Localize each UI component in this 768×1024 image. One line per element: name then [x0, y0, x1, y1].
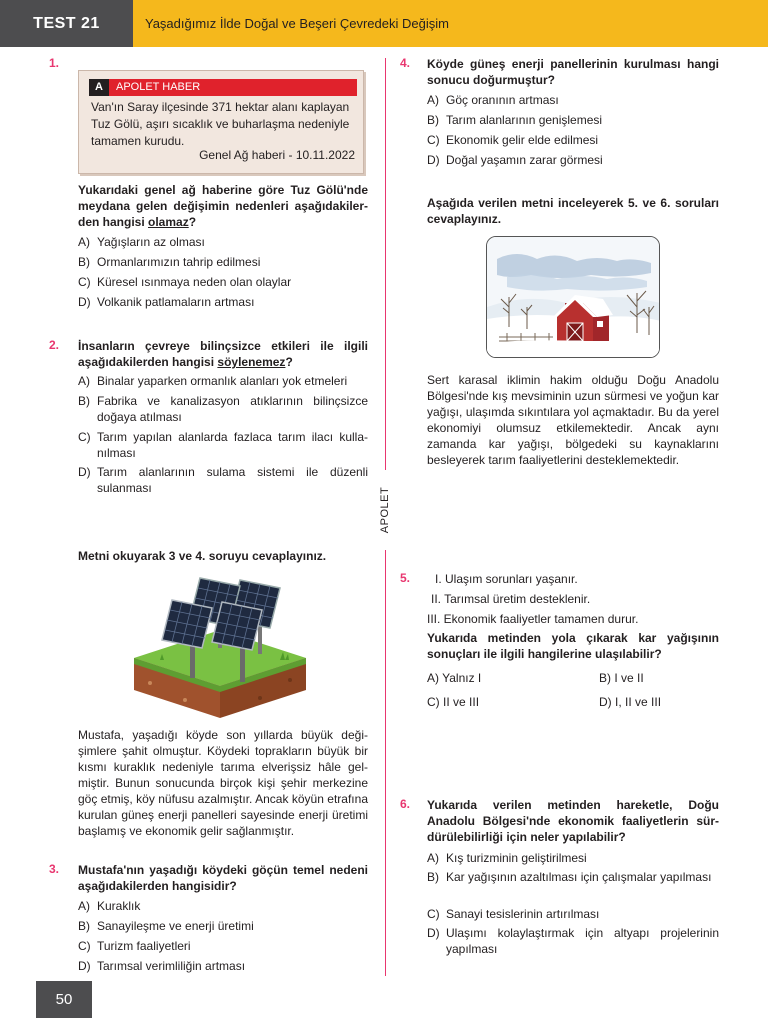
option-letter: B) — [427, 113, 439, 127]
stem-end: ? — [188, 215, 197, 229]
side-label-text: APOLET — [379, 486, 391, 534]
option-letter: B) — [599, 671, 611, 685]
option-letter: B) — [78, 394, 90, 408]
option-letter: D) — [427, 153, 440, 167]
option-1b[interactable] — [78, 254, 368, 270]
news-tag-title: APOLET HABER — [116, 81, 201, 93]
option-2c[interactable] — [78, 429, 368, 461]
option-text: Volkanik patlamaların artması — [97, 295, 255, 309]
option-text: Tarım alanlarının genişlemesi — [446, 113, 603, 127]
passage-mustafa: Mustafa, yaşadığı köyde son yıllarda büyük değişimlere şahit olmuştur. Köydeki toprakların büyük bir kısmı kuraklık nedeniyle tarıma elverişsiz hâle gelmiştir. Bunun sonucunda birçok kişi şehir merkezine göç etmiş, köy nüfusu azalmıştır. Ancak köyün etrafına kurulan güneş enerji panelleri sayesinde enerji üretimi başlamış ve ekonomik gelir sağlanmıştır. — [78, 728, 368, 838]
option-letter: D) — [599, 695, 612, 709]
question-4-stem: Köyde güneş enerji panellerinin kurulması hangi sonucu doğurmuştur? — [427, 57, 719, 87]
question-number-4: 4. — [400, 56, 411, 70]
option-letter: C) — [78, 430, 91, 444]
statement-1: I. Ulaşım sorunları yaşanır. — [435, 572, 578, 586]
option-text: Kış turizminin geliştirilmesi — [446, 851, 587, 865]
option-1c[interactable] — [78, 274, 368, 290]
solar-panel-illustration — [130, 568, 310, 720]
option-letter: A) — [427, 851, 439, 865]
option-text: II ve III — [443, 695, 480, 709]
question-number-5: 5. — [400, 571, 411, 585]
option-2b[interactable] — [78, 393, 368, 425]
option-4a[interactable] — [427, 92, 719, 108]
question-number-2: 2. — [49, 338, 60, 352]
option-5d[interactable] — [599, 694, 719, 710]
option-text: Göç oranının artması — [446, 93, 559, 107]
option-letter: C) — [427, 695, 440, 709]
option-letter: A) — [427, 93, 439, 107]
option-text: Tarımsal verimliliğin artması — [97, 959, 246, 973]
question-2-stem — [78, 338, 368, 370]
option-letter: C) — [427, 907, 440, 921]
question-number-1: 1. — [49, 56, 60, 70]
option-letter: B) — [427, 870, 439, 884]
option-text: Tarım alanlarının sulama sistemi ile düzenli sulanması — [97, 465, 368, 495]
option-3c[interactable] — [78, 938, 368, 954]
option-4b[interactable] — [427, 112, 719, 128]
option-text: Kuraklık — [97, 899, 141, 913]
option-letter: A) — [78, 235, 90, 249]
option-text: Yalnız I — [442, 671, 482, 685]
option-5b[interactable] — [599, 670, 719, 686]
option-3d[interactable] — [78, 958, 368, 974]
option-letter: D) — [78, 465, 91, 479]
option-3b[interactable] — [78, 918, 368, 934]
option-letter: B) — [78, 919, 90, 933]
option-3a[interactable] — [78, 898, 368, 914]
option-text: Binalar yaparken ormanlık alanları yok etmeleri — [97, 374, 348, 388]
option-text: Küresel ısınmaya neden olan olaylar — [97, 275, 292, 289]
option-text: I ve II — [614, 671, 644, 685]
question-number-3: 3. — [49, 862, 60, 876]
news-tag — [89, 79, 357, 96]
stem-text: İnsanların çevreye bilinçsizce etkileri ile ilgili aşağıdakilerden hangisi — [78, 339, 368, 369]
option-letter: B) — [78, 255, 90, 269]
option-text: Ulaşımı kolaylaştırmak için altyapı projelerinin yapılması — [446, 926, 719, 956]
news-box — [78, 70, 364, 174]
option-4c[interactable] — [427, 132, 719, 148]
option-text: Turizm faaliyetleri — [97, 939, 191, 953]
stem-end: ? — [285, 355, 293, 369]
option-6c[interactable] — [427, 906, 719, 922]
option-6b[interactable] — [427, 869, 719, 885]
side-label — [376, 470, 394, 550]
option-letter: C) — [427, 133, 440, 147]
option-text: Sanayileşme ve enerji üretimi — [97, 919, 254, 933]
option-letter: A) — [78, 899, 90, 913]
option-text: Ekonomik gelir elde edilmesi — [446, 133, 599, 147]
option-1d[interactable] — [78, 294, 368, 310]
test-label: TEST 21 — [0, 0, 133, 47]
stem-text: Yukarıdaki genel ağ haberine göre Tuz Gölü'nde meydana gelen değişimin nedenleri aşağıdakilerden hangisi — [78, 183, 368, 229]
option-text: Ormanlarımızın tahrip edilmesi — [97, 255, 261, 269]
option-text: Tarım yapılan alanlarda fazlaca tarım ilacı kullanılması — [97, 430, 368, 460]
statement-3: III. Ekonomik faaliyetler tamamen durur. — [427, 612, 639, 626]
option-5a[interactable] — [427, 670, 577, 686]
news-source: Genel Ağ haberi - 10.11.2022 — [199, 148, 355, 162]
page-title: Yaşadığımız İlde Doğal ve Beşeri Çevredeki Değişim — [145, 16, 449, 31]
option-letter: A) — [427, 671, 439, 685]
option-2d[interactable] — [78, 464, 368, 496]
question-1-stem — [78, 182, 368, 230]
option-text: Sanayi tesislerinin artırılması — [446, 907, 600, 921]
news-text: Van'ın Saray ilçesinde 371 hektar alanı kaplayan Tuz Gölü, aşırı sıcaklık ve buharlaşma nedeniyle tamamen kurudu. — [91, 100, 350, 148]
news-tag-letter: A — [89, 79, 109, 96]
option-4d[interactable] — [427, 152, 719, 168]
page-number: 50 — [36, 981, 92, 1018]
intro-questions-5-6: Aşağıda verilen metni inceleyerek 5. ve 6. soruları cevaplayınız. — [427, 196, 719, 226]
question-5-stem: Yukarıda metinden yola çıkarak kar yağışının sonuçları ile ilgili hangilerine ulaşılabilir? — [427, 631, 719, 661]
option-letter: D) — [78, 959, 91, 973]
option-letter: C) — [78, 275, 91, 289]
option-letter: D) — [427, 926, 440, 940]
option-text: Fabrika ve kanalizasyon atıklarının bilinçsizce doğaya atılması — [97, 394, 368, 424]
option-text: Yağışların az olması — [97, 235, 205, 249]
option-letter: A) — [78, 374, 90, 388]
question-3-stem: Mustafa'nın yaşadığı köydeki göçün temel nedeni aşağıdakilerden hangisidir? — [78, 863, 368, 893]
option-letter: D) — [78, 295, 91, 309]
option-1a[interactable] — [78, 234, 368, 250]
option-6a[interactable] — [427, 850, 719, 866]
option-text: Kar yağışının azaltılması için çalışmalar yapılması — [446, 870, 712, 884]
stem-emphasis: söylenemez — [217, 355, 286, 369]
option-letter: C) — [78, 939, 91, 953]
option-2a[interactable] — [78, 373, 368, 389]
passage-dogu-anadolu: Sert karasal iklimin hakim olduğu Doğu Anadolu Bölgesi'nde kış mevsiminin uzun sürmesi ve yoğun kar yağışı, ulaşımda sıkıntılara yol açmaktadır. Bu da yerel ekonomiyi olumsuz etkilemektedir. Ancak aynı zamanda kar yağışı, bölgedeki su kaynaklarını besleyerek tarım faaliyetlerini desteklemektedir. — [427, 373, 719, 467]
option-6d[interactable] — [427, 925, 719, 957]
option-5c[interactable] — [427, 694, 577, 710]
snowy-barn-illustration — [486, 236, 660, 358]
option-text: I, II ve III — [615, 695, 662, 709]
statement-2: II. Tarımsal üretim desteklenir. — [431, 592, 591, 606]
stem-emphasis: olamaz — [148, 215, 189, 229]
header-bar — [0, 0, 768, 47]
question-6-stem: Yukarıda verilen metinden hareketle, Doğu Anadolu Bölgesi'nde ekonomik faaliyetlerin sürdürülebilirliği için neler yapılabilir? — [427, 798, 719, 844]
intro-questions-3-4: Metni okuyarak 3 ve 4. soruyu cevaplayınız. — [78, 549, 327, 563]
option-text: Doğal yaşamın zarar görmesi — [446, 153, 603, 167]
question-number-6: 6. — [400, 797, 411, 811]
